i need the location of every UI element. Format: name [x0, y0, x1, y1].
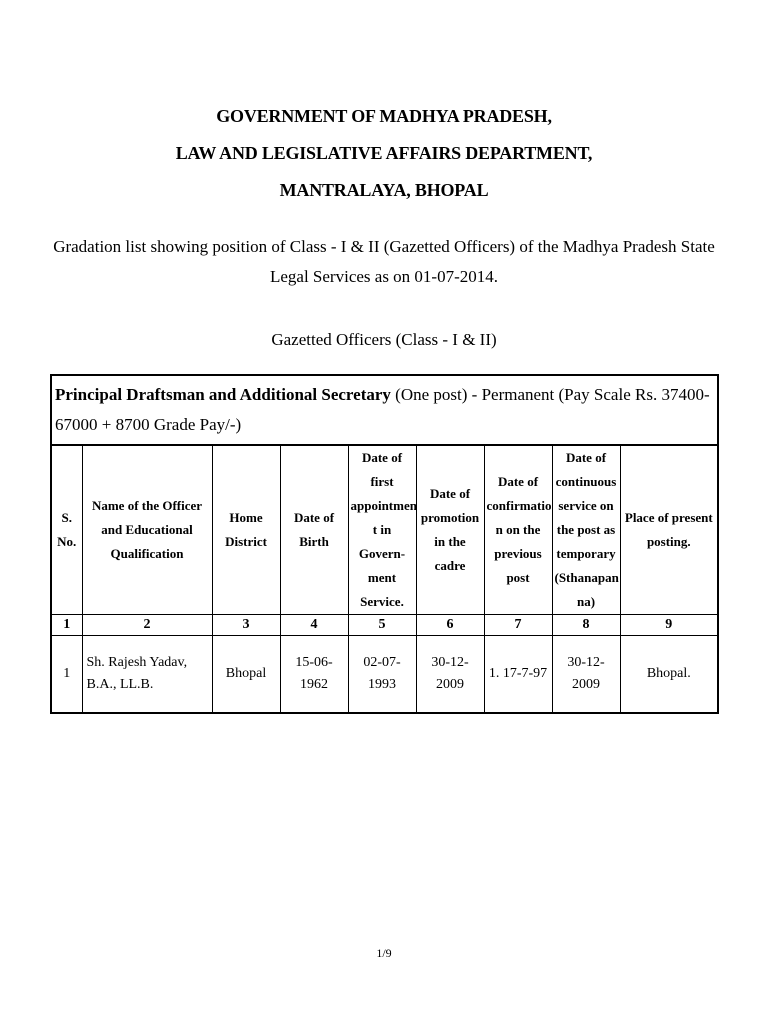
header-promotion-date: Date of promotion in the cadre: [416, 445, 484, 615]
header-serial-no: S. No.: [51, 445, 82, 615]
cell-home-district: Bhopal: [212, 636, 280, 714]
table-row: [51, 636, 718, 714]
document-header: [0, 98, 768, 209]
header-line-department: LAW AND LEGISLATIVE AFFAIRS DEPARTMENT,: [175, 143, 593, 163]
header-home-district: Home District: [212, 445, 280, 615]
column-number: 4: [280, 615, 348, 636]
column-number: 6: [416, 615, 484, 636]
cell-officer-name: [82, 636, 212, 714]
header-line-location: MANTRALAYA, BHOPAL: [279, 180, 489, 200]
header-continuous-service: Date of continuous service on the post as temporary (Sthanapan na): [552, 445, 620, 615]
header-present-posting: Place of present posting.: [620, 445, 718, 615]
cell-serial-no: 1: [51, 636, 82, 714]
header-date-of-birth: Date of Birth: [280, 445, 348, 615]
column-number: 8: [552, 615, 620, 636]
header-officer-name: Name of the Officer and Educational Qualification: [82, 445, 212, 615]
post-title-cell: [51, 375, 718, 445]
header-confirmation-date: Date of confirmatio n on the previous post: [484, 445, 552, 615]
cell-confirmation-date: 1. 17-7-97: [484, 636, 552, 714]
column-number: 3: [212, 615, 280, 636]
post-title: Principal Draftsman and Additional Secretary: [55, 385, 391, 404]
post-title-row: [51, 375, 718, 445]
cell-present-posting: Bhopal.: [620, 636, 718, 714]
page-number: 1/9: [376, 946, 392, 960]
cell-first-appointment: 02-07-1993: [348, 636, 416, 714]
cell-date-of-birth: 15-06-1962: [280, 636, 348, 714]
column-number: 5: [348, 615, 416, 636]
column-header-row: [51, 445, 718, 615]
column-number: 9: [620, 615, 718, 636]
post-detail: (One post) - Permanent (Pay Scale Rs. 37400-67000 + 8700 Grade Pay/-): [55, 385, 710, 434]
column-number: 2: [82, 615, 212, 636]
header-first-appointment: Date of first appointmen t in Govern- ment Service.: [348, 445, 416, 615]
cell-continuous-service: 30-12-2009: [552, 636, 620, 714]
header-line-government: GOVERNMENT OF MADHYA PRADESH,: [216, 106, 552, 126]
officer-name: Sh. Rajesh Yadav,: [86, 655, 188, 670]
gradation-table: [50, 374, 719, 714]
section-subtitle: Gazetted Officers (Class - I & II): [271, 330, 497, 349]
column-number: 7: [484, 615, 552, 636]
gradation-description: Gradation list showing position of Class - I & II (Gazetted Officers) of the Madhya Pradesh State Legal Services as on 01-07-2014.: [53, 237, 715, 286]
column-number: 1: [51, 615, 82, 636]
cell-promotion-date: 30-12-2009: [416, 636, 484, 714]
column-number-row: [51, 615, 718, 636]
officer-qualification: B.A., LL.B.: [86, 677, 154, 692]
